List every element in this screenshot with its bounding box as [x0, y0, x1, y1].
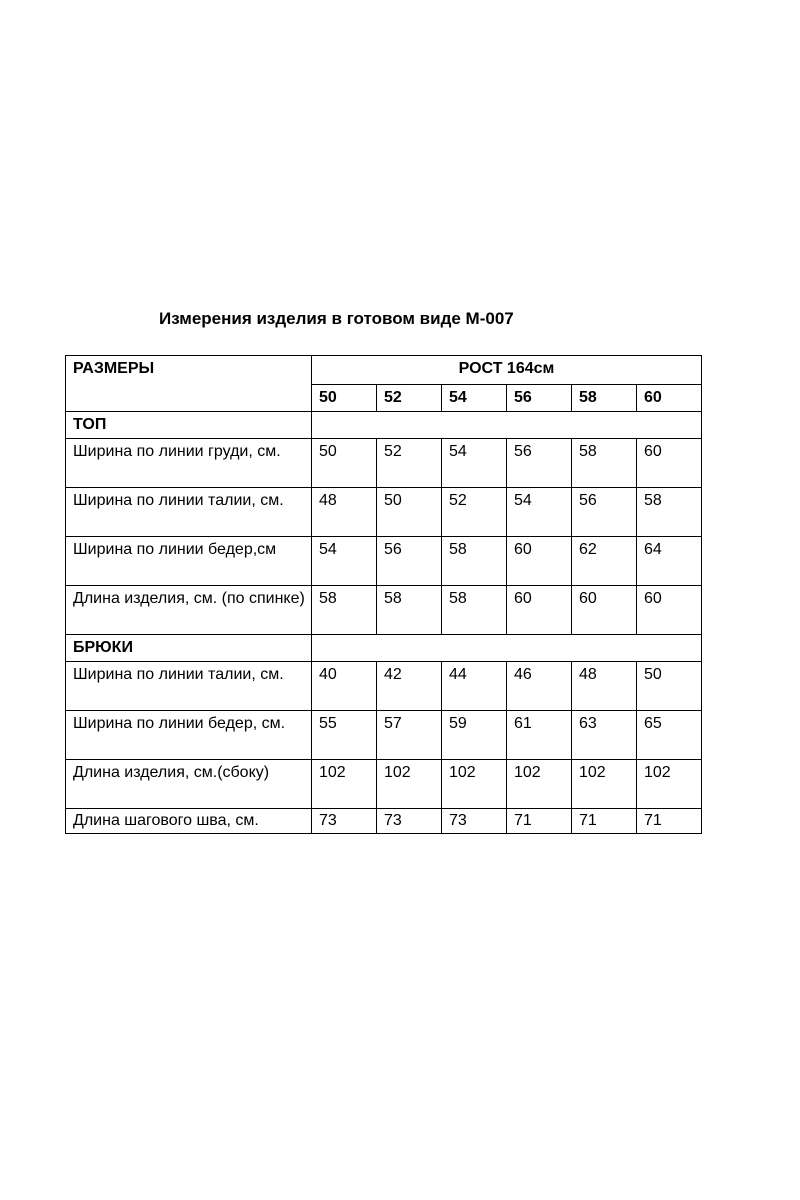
size-header-cell: 50 [312, 385, 377, 412]
size-header-cell: 52 [377, 385, 442, 412]
measurement-value: 54 [442, 439, 507, 488]
table-row [66, 760, 702, 809]
measurement-value: 50 [377, 488, 442, 537]
measurement-label: Ширина по линии талии, см. [66, 662, 312, 711]
measurement-value: 58 [377, 586, 442, 635]
measurement-value: 40 [312, 662, 377, 711]
table-row [66, 537, 702, 586]
measurement-value: 63 [572, 711, 637, 760]
measurement-value: 73 [442, 809, 507, 834]
height-header-cell: РОСТ 164см [312, 356, 702, 385]
measurement-label: Ширина по линии бедер,см [66, 537, 312, 586]
size-header-cell: 58 [572, 385, 637, 412]
measurement-value: 48 [572, 662, 637, 711]
measurement-value: 48 [312, 488, 377, 537]
measurement-value: 56 [377, 537, 442, 586]
measurement-value: 102 [312, 760, 377, 809]
measurement-value: 73 [312, 809, 377, 834]
measurement-value: 58 [442, 586, 507, 635]
measurement-value: 52 [442, 488, 507, 537]
measurement-value: 54 [312, 537, 377, 586]
measurement-label: Длина изделия, см. (по спинке) [66, 586, 312, 635]
measurement-value: 44 [442, 662, 507, 711]
measurement-value: 50 [637, 662, 702, 711]
measurement-value: 71 [507, 809, 572, 834]
section-title: БРЮКИ [66, 635, 312, 662]
measurement-value: 52 [377, 439, 442, 488]
page-title: Измерения изделия в готовом виде М-007 [159, 309, 514, 328]
measurement-value: 102 [572, 760, 637, 809]
measurement-value: 56 [572, 488, 637, 537]
measurement-value: 61 [507, 711, 572, 760]
section-title: ТОП [66, 412, 312, 439]
measurement-value: 58 [572, 439, 637, 488]
measurement-value: 102 [377, 760, 442, 809]
measurement-value: 60 [637, 586, 702, 635]
measurement-value: 57 [377, 711, 442, 760]
measurement-value: 50 [312, 439, 377, 488]
measurement-value: 58 [442, 537, 507, 586]
table-row [66, 439, 702, 488]
measurement-value: 46 [507, 662, 572, 711]
measurement-value: 60 [572, 586, 637, 635]
measurement-value: 65 [637, 711, 702, 760]
size-header-cell: 56 [507, 385, 572, 412]
measurement-value: 102 [637, 760, 702, 809]
size-header-cell: 60 [637, 385, 702, 412]
measurement-value: 102 [442, 760, 507, 809]
measurement-value: 102 [507, 760, 572, 809]
section-row-top [66, 412, 702, 439]
measurement-value: 60 [507, 586, 572, 635]
measurement-value: 42 [377, 662, 442, 711]
measurement-value: 54 [507, 488, 572, 537]
measurement-value: 71 [637, 809, 702, 834]
measurement-value: 62 [572, 537, 637, 586]
measurement-value: 71 [572, 809, 637, 834]
measurement-label: Ширина по линии бедер, см. [66, 711, 312, 760]
measurement-value: 73 [377, 809, 442, 834]
measurement-value: 58 [312, 586, 377, 635]
measurement-label: Ширина по линии талии, см. [66, 488, 312, 537]
table-row [66, 809, 702, 834]
measurement-value: 60 [507, 537, 572, 586]
table-row [66, 711, 702, 760]
section-empty-cell [312, 635, 702, 662]
measurement-value: 60 [637, 439, 702, 488]
measurement-value: 55 [312, 711, 377, 760]
section-row-trousers [66, 635, 702, 662]
measurement-value: 59 [442, 711, 507, 760]
header-row-height [66, 356, 702, 385]
table-row [66, 586, 702, 635]
section-empty-cell [312, 412, 702, 439]
measurement-value: 64 [637, 537, 702, 586]
measurement-value: 56 [507, 439, 572, 488]
measurement-label: Ширина по линии груди, см. [66, 439, 312, 488]
measurement-value: 58 [637, 488, 702, 537]
size-table [65, 355, 702, 834]
size-header-cell: 54 [442, 385, 507, 412]
measurement-label: Длина изделия, см.(сбоку) [66, 760, 312, 809]
measurement-label: Длина шагового шва, см. [66, 809, 312, 834]
table-row [66, 662, 702, 711]
table-row [66, 488, 702, 537]
sizes-header-cell: РАЗМЕРЫ [66, 356, 312, 412]
